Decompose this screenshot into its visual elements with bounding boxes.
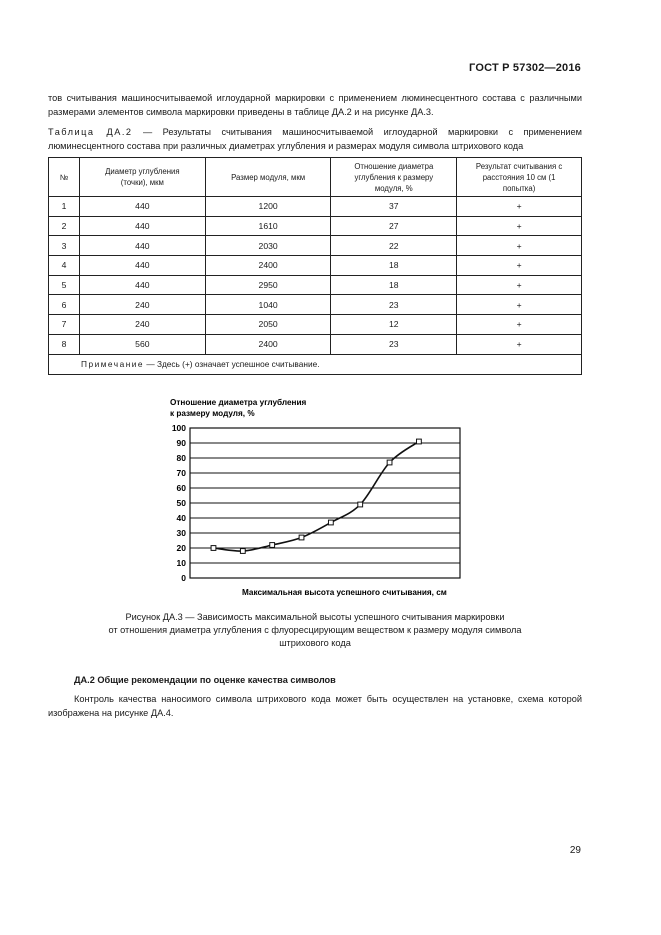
table-row <box>49 216 582 236</box>
table-cell: 1610 <box>205 216 331 236</box>
table-cell: 2950 <box>205 275 331 295</box>
table-cell: 12 <box>331 315 457 335</box>
table-cell: 440 <box>79 236 205 256</box>
chart-data-point <box>328 520 333 525</box>
chart-ytick-label: 0 <box>181 573 186 583</box>
table-cell: 23 <box>331 295 457 315</box>
figure-caption-line2: от отношения диаметра углубления с флуоресцирующим веществом к размеру модуля символа <box>108 625 522 635</box>
table-cell: + <box>457 334 582 354</box>
chart-ytick-label: 40 <box>176 513 186 523</box>
table-row <box>49 197 582 217</box>
chart-data-point <box>387 460 392 465</box>
table-note-prefix: Примечание <box>81 359 145 369</box>
table-cell: 18 <box>331 275 457 295</box>
chart-data-point <box>358 502 363 507</box>
table-cell: 2400 <box>205 256 331 276</box>
table-cell: 2030 <box>205 236 331 256</box>
table-cell: 1200 <box>205 197 331 217</box>
chart-ytick-label: 60 <box>176 483 186 493</box>
table-row <box>49 334 582 354</box>
table-cell: 18 <box>331 256 457 276</box>
table-cell: + <box>457 275 582 295</box>
chart-ytick-label: 80 <box>176 453 186 463</box>
table-cell: 27 <box>331 216 457 236</box>
table-cell: 4 <box>49 256 80 276</box>
table-cell: + <box>457 295 582 315</box>
table-row <box>49 275 582 295</box>
table-note <box>49 354 582 374</box>
section-heading: ДА.2 Общие рекомендации по оценке качества символов <box>74 675 336 685</box>
table-cell: 5 <box>49 275 80 295</box>
table-cell: 3 <box>49 236 80 256</box>
table-row <box>49 236 582 256</box>
figure-caption-line1: Рисунок ДА.3 — Зависимость максимальной высоты успешного считывания маркировки <box>125 612 505 622</box>
header-result: Результат считывания с расстояния 10 см (1 попытка) <box>457 158 582 197</box>
table-cell: + <box>457 236 582 256</box>
chart-xlabel: Максимальная высота успешного считывания, см <box>242 588 447 597</box>
chart-data-point <box>240 549 245 554</box>
table-cell: 2400 <box>205 334 331 354</box>
table-cell: + <box>457 315 582 335</box>
table-cell: 23 <box>331 334 457 354</box>
table-cell: + <box>457 197 582 217</box>
table-row <box>49 256 582 276</box>
ratio-height-chart <box>170 394 470 599</box>
table-cell: 440 <box>79 216 205 236</box>
chart-data-point <box>211 546 216 551</box>
figure-caption <box>48 611 582 650</box>
chart-ylabel-line2: к размеру модуля, % <box>170 409 255 418</box>
table-note-text: — Здесь (+) означает успешное считывание. <box>144 359 320 369</box>
table-cell: 2050 <box>205 315 331 335</box>
chart-ytick-label: 30 <box>176 528 186 538</box>
table-cell: 37 <box>331 197 457 217</box>
section-paragraph: Контроль качества наносимого символа штрихового кода может быть осуществлен на установке, схема которой изображена на рисунке ДА.4. <box>48 694 582 718</box>
table-cell: + <box>457 256 582 276</box>
table-caption <box>48 125 582 153</box>
table-note-row <box>49 354 582 374</box>
table-cell: 440 <box>79 275 205 295</box>
header-diameter: Диаметр углубления (точки), мкм <box>79 158 205 197</box>
document-number: ГОСТ Р 57302—2016 <box>469 62 581 74</box>
table-cell: 22 <box>331 236 457 256</box>
chart-ytick-label: 10 <box>176 558 186 568</box>
chart-data-point <box>417 439 422 444</box>
table-cell: 440 <box>79 197 205 217</box>
chart-ytick-label: 90 <box>176 438 186 448</box>
header-ratio: Отношение диаметра углубления к размеру модуля, % <box>331 158 457 197</box>
table-caption-prefix: Таблица ДА.2 <box>48 127 133 137</box>
table-cell: 2 <box>49 216 80 236</box>
table-cell: 440 <box>79 256 205 276</box>
table-cell: 6 <box>49 295 80 315</box>
table-cell: 1 <box>49 197 80 217</box>
table-cell: 240 <box>79 295 205 315</box>
chart-ytick-label: 20 <box>176 543 186 553</box>
chart-ytick-label: 50 <box>176 498 186 508</box>
table-cell: 560 <box>79 334 205 354</box>
table-cell: + <box>457 216 582 236</box>
intro-paragraph: тов считывания машиносчитываемой иглоударной маркировки с применением люминесцентного состава с различными размерами элементов символа маркировки приведены в таблице ДА.2 и на рисунке ДА.3. <box>48 93 582 117</box>
table-cell: 1040 <box>205 295 331 315</box>
results-table <box>48 157 582 375</box>
figure-caption-line3: штрихового кода <box>279 638 351 648</box>
table-caption-text: — Результаты считывания машиносчитываемой иглоударной маркировки с применением люминесцентного состава при различных диаметрах углубления и размерах модуля символа штрихового кода <box>48 127 582 151</box>
page-number: 29 <box>569 845 581 856</box>
chart-ytick-label: 70 <box>176 468 186 478</box>
header-number: № <box>49 158 80 197</box>
table-row <box>49 315 582 335</box>
table-row <box>49 295 582 315</box>
chart-ylabel-line1: Отношение диаметра углубления <box>170 398 307 407</box>
chart-data-point <box>270 543 275 548</box>
table-cell: 7 <box>49 315 80 335</box>
table-cell: 240 <box>79 315 205 335</box>
table-header-row <box>49 158 582 197</box>
header-module-size: Размер модуля, мкм <box>205 158 331 197</box>
chart-ytick-label: 100 <box>171 423 186 433</box>
chart-data-point <box>299 535 304 540</box>
table-cell: 8 <box>49 334 80 354</box>
